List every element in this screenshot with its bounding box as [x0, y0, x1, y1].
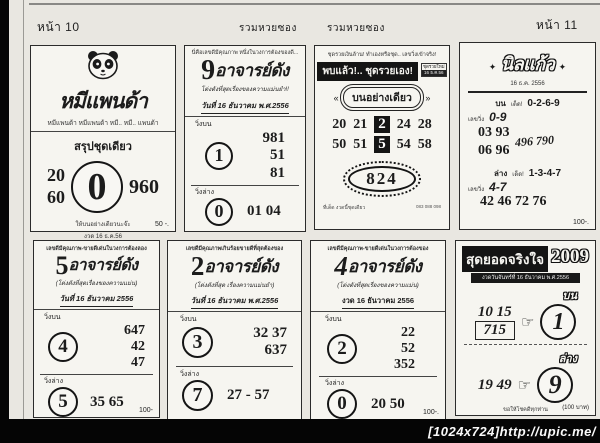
- jingjai-bottom-label: ล่าง: [558, 353, 577, 365]
- jingjai-price: (100 บาท): [562, 405, 589, 411]
- ajarn5-bottom-values: 35 65: [90, 393, 124, 410]
- found-burst-number: 824: [348, 166, 416, 192]
- collection-title-left: รวมหวยซอง: [239, 23, 297, 34]
- ajarn2-tip-box: [167, 240, 302, 419]
- ajarn9-top-circle: 1: [205, 142, 233, 170]
- ajarn9-bottom-circle: 0: [205, 198, 233, 226]
- panda-icon: [31, 50, 175, 85]
- found-footnote-right: 083 088 098: [415, 204, 441, 209]
- jingjai-top-numbers: 10 15: [477, 304, 512, 320]
- ajarn2-title: อาจารย์ดัง: [204, 257, 279, 276]
- panda-section-title: สรุปชุดเดียว: [74, 141, 132, 153]
- ajarn5-top-circle: 4: [48, 332, 78, 362]
- jingjai-blessing: ขอให้โชคดีทุกท่าน: [503, 407, 548, 413]
- jingjai-date-bar: งวดวันจันทร์ที่ 16 ธันวาคม พ.ศ.2556: [471, 273, 579, 283]
- collection-title-right: รวมหวยซอง: [327, 23, 385, 34]
- ajarn5-top-label: วิ่งบน: [44, 314, 61, 321]
- panda-price: 50 -.: [154, 221, 169, 228]
- watermark-text: [1024x724]http://upic.me/: [428, 423, 596, 439]
- ninkaew-top-hot: 0-2-6-9: [527, 98, 560, 109]
- highlight-digit: 5: [374, 136, 390, 153]
- ajarn9-bottom-values: 01 04: [247, 203, 281, 220]
- ajarn5-price: 100-: [138, 407, 153, 414]
- ajarn4-big-digit: 4: [334, 251, 348, 282]
- ajarn9-top-label: วิ่งบน: [195, 121, 212, 128]
- jingjai-top-label: บน: [562, 290, 577, 302]
- ajarn5-tagline: เลขดีมีคุณภาพ-ขายดีเด่นในวงการต้องลอง: [46, 246, 147, 252]
- ninkaew-bottom-hot: 1-3-4-7: [528, 168, 562, 179]
- ajarn4-top-values: 22 52 352: [394, 325, 415, 373]
- ninkaew-bottom-pairs: 42 46 72 76: [480, 194, 547, 209]
- ajarn9-tagline: นี่คือเลขดีมีคุณภาพ หนึ่งในวงการต้องของดี...: [191, 50, 299, 56]
- found-tagline: ชุดรวยเงินล้าน! ทำเองหรือชุด.. เลขวิ่งเข้าจริง!: [327, 52, 437, 58]
- ninkaew-bottom-run: 4-7: [489, 180, 507, 194]
- sparkle-icon: ✦: [488, 62, 497, 72]
- ajarn2-bottom-circle: 7: [182, 380, 213, 411]
- ornament-right-icon: »: [425, 93, 431, 103]
- ajarn9-tip-box: [184, 45, 306, 232]
- ajarn4-bottom-label: วิ่งล่าง: [325, 380, 344, 388]
- ornament-left-icon: «: [333, 93, 339, 103]
- ajarn2-top-label: วิ่งบน: [180, 316, 197, 323]
- jingjai-year: 2009: [551, 246, 590, 267]
- found-frame-label: บนอย่างเดียว: [343, 87, 421, 108]
- panda-tip-box: [30, 45, 176, 240]
- page-number-left: หน้า 10: [37, 20, 80, 34]
- pointing-hand-icon: ☞: [521, 314, 535, 331]
- ninkaew-top-run: 0-9: [489, 110, 507, 124]
- page-fold-line: [23, 0, 24, 419]
- watermark-bar: [0, 419, 600, 443]
- ajarn4-tagline: เลขดีมีคุณภาพ-ขายดีเด่นในวงการต้องของ: [327, 246, 429, 252]
- found-set-tip-box: [314, 45, 450, 230]
- ajarn5-date: วันที่ 16 ธันวาคม 2556: [60, 293, 134, 307]
- ninkaew-date: 16 ธ.ค. 2556: [510, 81, 545, 87]
- scan-left-border: [0, 0, 9, 443]
- ajarn4-top-label: วิ่งบน: [325, 316, 342, 323]
- panda-left-numbers: 20 60: [47, 165, 65, 207]
- ajarn2-subtitle: (โด่งดังที่สุด เรื่องความแม่นยำ): [194, 283, 275, 289]
- ninkaew-bottom-hot-label: เด็ด!: [512, 172, 524, 178]
- ninkaew-top-pairs: 03 93 06 96: [478, 125, 510, 158]
- ajarn4-top-circle: 2: [327, 334, 357, 364]
- ajarn2-tagline: เลขดีมีคุณภาพเกินร้อยขายดีที่สุดต้องของ: [185, 246, 284, 252]
- ajarn9-date: วันที่ 16 ธันวาคม พ.ศ.2556: [201, 100, 289, 114]
- panda-box-subtitle: หมีแพนด้า หมีแพนด้า หมี.. หมี.. แพนด้า: [31, 118, 175, 132]
- ajarn9-big-digit: 9: [201, 54, 216, 86]
- ajarn4-date: งวด 16 ธันวาคม 2556: [342, 295, 414, 309]
- ajarn4-subtitle: (โด่งดังที่สุดเรื่องของความแม่น): [337, 283, 419, 289]
- ajarn4-price: 100-.: [423, 409, 439, 416]
- page-number-right: หน้า 11: [536, 18, 578, 32]
- ajarn2-date: วันที่ 16 ธันวาคม พ.ศ.2556: [191, 295, 279, 309]
- ajarn4-bottom-values: 20 50: [371, 395, 405, 412]
- ajarn2-bottom-values: 27 - 57: [227, 386, 270, 403]
- panda-note: ให้บนอย่างเดียวนะจ๊ะ: [75, 222, 131, 228]
- ajarn5-big-digit: 5: [55, 250, 69, 280]
- jingjai-bottom-circle: 9: [537, 367, 573, 403]
- found-banner: พบแล้ว!.. ชุดรวยเอง!: [317, 62, 418, 81]
- ninkaew-title: นิลแก้ว: [500, 54, 555, 74]
- jingjai-tip-box: [455, 240, 596, 416]
- ajarn9-bottom-label: วิ่งล่าง: [195, 188, 214, 196]
- ajarn4-tip-box: [310, 240, 446, 419]
- ajarn9-top-values: 981 51 81: [262, 130, 285, 181]
- ajarn5-bottom-circle: 5: [48, 387, 78, 417]
- pointing-hand-icon: ☞: [517, 377, 532, 394]
- found-footnote-left: ที่เด็ด งวดนี้ชุดเดียว: [323, 205, 366, 211]
- ninkaew-top-run-label: เลขวิ่ง: [468, 117, 485, 123]
- jingjai-top-boxed: 715: [475, 321, 516, 340]
- ajarn2-big-digit: 2: [190, 251, 205, 282]
- ninkaew-bottom-label: ล่าง: [493, 169, 508, 178]
- ajarn2-bottom-label: วิ่งล่าง: [180, 370, 199, 378]
- ajarn2-top-values: 32 37 637: [253, 325, 287, 359]
- ninkaew-bottom-run-label: เลขวิ่ง: [468, 187, 485, 193]
- ninkaew-top-label: บน: [495, 99, 506, 108]
- ninkaew-tip-box: [459, 42, 596, 230]
- found-row2: 50 51 5 54 58: [332, 136, 432, 152]
- panda-draw-date: งวด 16 ธ.ค.56: [84, 234, 122, 240]
- ajarn4-title: อาจารย์ดัง: [347, 257, 422, 276]
- scanned-page: [9, 0, 600, 419]
- highlight-digit: 2: [374, 116, 390, 133]
- ajarn5-top-values: 647 42 47: [124, 323, 145, 371]
- ninkaew-handwritten: 496 790: [514, 132, 554, 150]
- found-stamp: ชุดรวยใหม่ 16 ธ.ค.56: [422, 63, 445, 75]
- jingjai-bottom-numbers: 19 49: [477, 376, 512, 393]
- scan-edge-line: [29, 3, 600, 5]
- sparkle-icon: ✦: [558, 62, 567, 72]
- jingjai-title: สุดยอดจริงใจ: [462, 246, 548, 272]
- panda-right-number: 960: [129, 175, 159, 198]
- ajarn2-top-circle: 3: [182, 327, 213, 358]
- ajarn4-bottom-circle: 0: [327, 389, 357, 419]
- ajarn5-tip-box: [33, 240, 160, 418]
- ajarn9-title: อาจารย์ดัง: [215, 61, 289, 80]
- found-row1: 20 21 2 24 28: [332, 116, 432, 132]
- jingjai-top-circle: 1: [540, 304, 576, 340]
- ajarn5-bottom-label: วิ่งล่าง: [44, 378, 63, 386]
- panda-circle-number: 0: [71, 161, 123, 213]
- ninkaew-price: 100-.: [573, 219, 589, 226]
- panda-box-title: หมีแพนด้า: [59, 90, 147, 113]
- ninkaew-top-hot-label: เด็ด!: [510, 102, 523, 108]
- ajarn5-title: อาจารย์ดัง: [68, 257, 138, 274]
- ajarn9-subtitle: โด่งดังที่สุดเรื่องของความแม่นยำ!!: [201, 87, 289, 93]
- ajarn5-subtitle: (โด่งดังที่สุดเรื่องของความแม่น): [55, 281, 138, 287]
